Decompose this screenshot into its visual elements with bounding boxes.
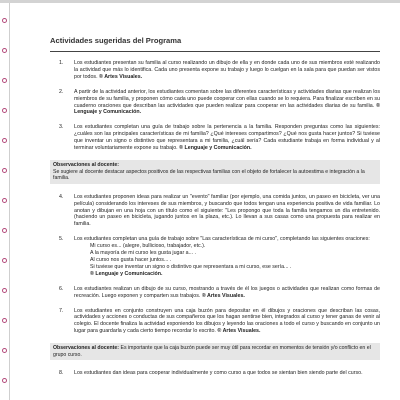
binder-ring (2, 48, 7, 53)
activity-item (50, 194, 380, 229)
activity-text: Los estudiantes dan ideas para cooperar individualmente y como curso a que todos se sientan bien siendo parte del curso. (74, 370, 363, 377)
activity-number: 1. (59, 60, 64, 66)
binder-ring (2, 378, 7, 383)
sentence-list (74, 243, 380, 278)
binder-ring (2, 288, 7, 293)
teacher-note (50, 343, 380, 360)
sentence-item: A la mayoría de mi curso les gusta jugar a... . (90, 250, 196, 257)
activity-item (50, 308, 380, 336)
activity-item (50, 124, 380, 152)
activity-item (50, 89, 380, 117)
binder-ring (2, 78, 7, 83)
activity-item (50, 286, 380, 300)
document-body (50, 36, 380, 385)
note-text: Es importante que la caja buzón puede ser muy útil para recordar en momentos de tensión y/o conflicto en el grupo curso. (53, 345, 371, 358)
binder-ring (2, 108, 7, 113)
activity-text: A partir de la actividad anterior, los estudiantes comentan sobre las diferentes características y actividades diarias que realizan los miembros de su familia, y proponen cómo cada uno puede cooperar con ellas cuando se lo requiera. Para finalizar escriben en su cuaderno oraciones que describan las actividades que pueden realizar para cooperar en las actividades diarias de su familia. (74, 88, 380, 109)
teacher-note (50, 160, 380, 184)
subject-tag: ® Artes Visuales. (217, 328, 261, 335)
activity-number: 4. (59, 193, 64, 200)
subject-tag: ® Artes Visuales. (201, 292, 245, 299)
binder-ring (2, 198, 7, 203)
activity-text: Los estudiantes completan una guía de trabajo sobre "Las características de mi curso", completando las siguientes oraciones: (74, 236, 370, 243)
activity-text: Los estudiantes presentan su familia al curso realizando un dibujo de ella y en donde cada uno de sus miembros esté realizando la actividad que más lo identifica. Cada uno presenta expone su trabajo y luego lo cuelgan en la sala para que puedan ser vistos por todos. (74, 60, 380, 80)
title-underline (50, 51, 380, 52)
top-rule (0, 0, 400, 3)
note-heading: Observaciones al docente: (53, 161, 120, 168)
note-text: Se sugiere al docente destacar aspectos positivos de las respectivas familias con el objeto de fortalecer la autoestima e integración a la familia. (53, 168, 365, 182)
activity-item (50, 236, 380, 277)
binder-ring (2, 318, 7, 323)
subject-tag: ® Artes Visuales. (99, 73, 143, 80)
activity-item (50, 60, 380, 81)
binder-ring (2, 168, 7, 173)
activity-item (50, 370, 380, 377)
activity-number: 3. (59, 124, 64, 131)
activity-number: 6. (59, 285, 64, 292)
sentence-item: Si tuviese que inventar un signo o distintivo que representara a mi curso, ese sería... . (90, 263, 292, 270)
binder-margin (0, 3, 10, 400)
sentence-item: Mi curso es... (alegre, bullicioso, trabajador, etc.). (90, 243, 206, 250)
activity-number: 2. (59, 88, 64, 95)
activity-number: 5. (59, 236, 64, 243)
activity-text: Los estudiantes completan una guía de trabajo sobre la pertenencia a la familia. Responden preguntas como las siguientes: ¿cuáles son las principales características de mi familia? ¿Qué intereses compartimos? ¿Qué nos gusta hacer juntos? Si tuviese que inventar un signo o distintivo que representara a mi familia, ¿cuál sería? Cada estudiante trabaja en forma individual y al terminar voluntariamente expone su trabajo. (74, 124, 380, 152)
activity-number: 7. (59, 307, 64, 314)
subject-tag: ® Lenguaje y Comunicación. (90, 270, 163, 277)
binder-ring (2, 18, 7, 23)
activity-text: Los estudiantes en conjunto construyen una caja buzón para depositar en él dibujos y oraciones que describan las cosas, actividades y acciones o conductas de sus compañeros que los hagan sentirse bien, integrados al curso y tener ganas de venir al colegio. El docente finaliza la actividad exponiendo los dibujos y leyendo las oraciones a todo el curso y buscando en conjunto un lugar para guardarla y cada cierto tiempo recordar lo escrito. (74, 307, 380, 335)
binder-ring (2, 228, 7, 233)
binder-ring (2, 348, 7, 353)
sentence-item: Al curso nos gusta hacer juntos... . (90, 257, 172, 263)
subject-tag: ® Lenguaje y Comunicación. (74, 102, 380, 116)
binder-ring (2, 138, 7, 143)
binder-ring (2, 258, 7, 263)
activity-text: Los estudiantes proponen ideas para realizar un "evento" familiar (por ejemplo, una comida juntos, un paseo en bicicleta, ver una película) considerando los intereses de sus miembros, y buscando que todos tengan una experiencia positiva de vida familiar. Lo anotan y dibujan en una hoja con un título como el siguiente: "Les propongo que toda la familia tengamos un día entretenido. (haciendo un paseo en bicicleta, jugando juntos en la plaza, etc.). Lo llevan a sus casas como una propuesta para realizar en familia. (74, 193, 380, 228)
note-heading: Observaciones al docente: (53, 345, 120, 352)
activity-text: Los estudiantes realizan un dibujo de su curso, mostrando a través de él los juegos o actividades que realizan como formas de recreación. Luego exponen y comparten sus trabajos. (74, 285, 380, 299)
page-title: Actividades sugeridas del Programa (50, 36, 182, 45)
activity-number: 8. (59, 370, 64, 377)
subject-tag: ® Lenguaje y Comunicación. (179, 145, 252, 152)
